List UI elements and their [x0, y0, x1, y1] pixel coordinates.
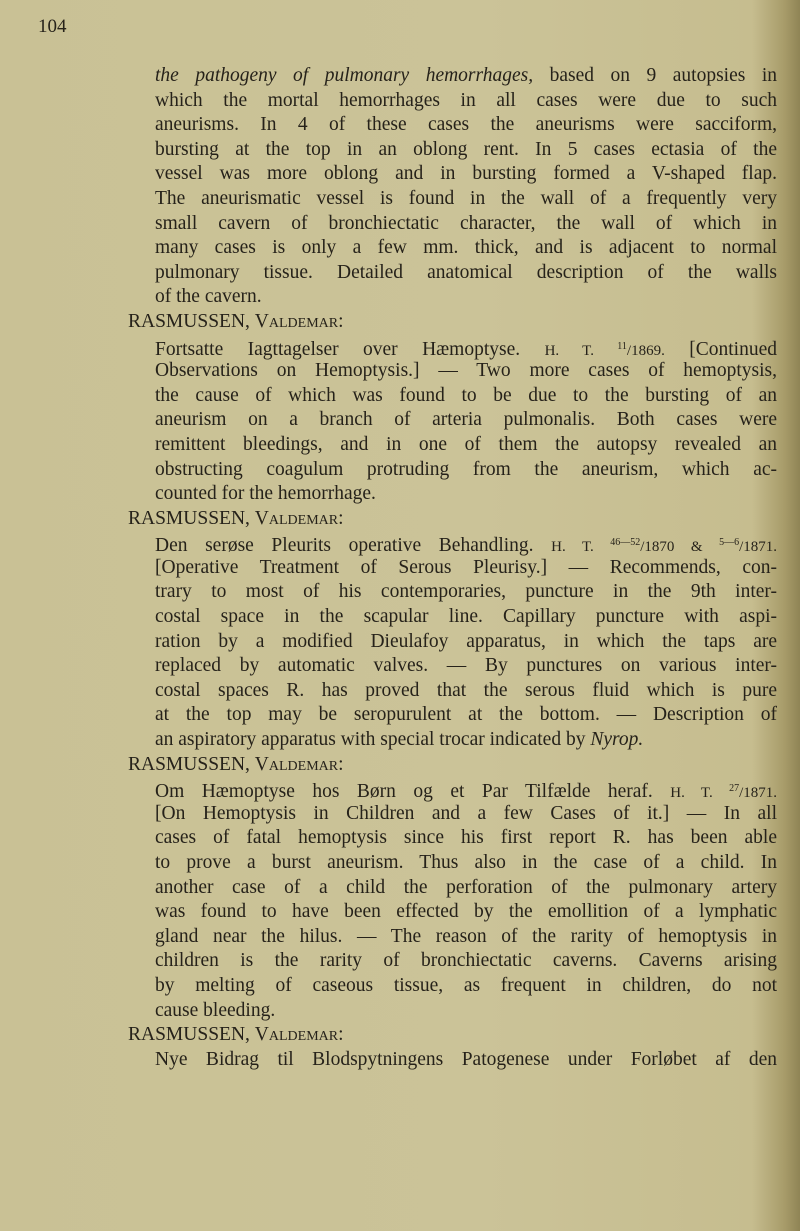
text-span: based on 9 autopsies in: [533, 65, 777, 86]
text-span: /1870 &: [640, 539, 720, 556]
entry-author-heading: [128, 1023, 800, 1048]
text-span: H. T.: [670, 785, 730, 802]
text-line: [155, 384, 777, 409]
text-span: replaced by automatic valves. — By punctures on various inter-: [155, 655, 777, 677]
text-span: [On Hemoptysis in Children and a few Cases of it.] — In all: [155, 802, 777, 824]
text-line: [155, 974, 777, 999]
text-span: the pathogeny of pulmonary hemorrhages,: [155, 65, 534, 86]
page-text: [0, 64, 800, 1072]
text-span: vessel was more oblong and in bursting formed a V-shaped flap.: [155, 163, 777, 185]
text-line: [155, 826, 777, 851]
text-span: of the cavern.: [155, 286, 262, 308]
text-line: [155, 113, 777, 138]
text-line: [155, 433, 777, 458]
text-line: [155, 802, 777, 827]
text-span: bursting at the top in an oblong rent. In 5 cases ectasia of the: [155, 138, 777, 160]
text-span: [Continued: [664, 338, 777, 360]
text-span: [Operative Treatment of Serous Pleurisy.] — Recommends, con-: [155, 556, 777, 578]
text-span: costal space in the scapular line. Capillary puncture with aspi-: [155, 606, 777, 628]
text-span: many cases is only a few mm. thick, and is adjacent to normal: [155, 237, 777, 259]
text-span: at the top may be seropurulent at the bottom. — Description of: [155, 704, 777, 726]
text-span: was found to have been effected by the emollition of a lymphatic: [155, 901, 777, 923]
superscript-issue: 5—6: [719, 537, 740, 549]
text-line: [155, 949, 777, 974]
entry-paragraph: [0, 64, 800, 310]
text-line: [155, 876, 777, 901]
superscript-issue: 27: [729, 783, 740, 795]
text-line: [155, 359, 777, 384]
author-surname: RASMUSSEN,: [128, 1024, 255, 1046]
author-surname: RASMUSSEN,: [128, 507, 255, 529]
text-line: [155, 89, 777, 114]
text-span: H. T.: [551, 539, 611, 556]
entry-author-heading: [128, 310, 800, 335]
text-line: [155, 458, 777, 483]
text-line: [155, 482, 777, 507]
text-line: [155, 236, 777, 261]
superscript-issue: 46—52: [610, 537, 641, 549]
text-line: [155, 703, 777, 728]
text-span: another case of a child the perforation of the pulmonary artery: [155, 876, 777, 898]
author-first-name: Valdemar:: [254, 507, 344, 529]
text-span: Observations on Hemoptysis.] — Two more cases of hemoptysis,: [155, 360, 777, 382]
text-line: [155, 138, 777, 163]
text-span: aneurisms. In 4 of these cases the aneurisms were sacciform,: [155, 114, 777, 136]
text-line: [155, 851, 777, 876]
text-span: to prove a burst aneurism. Thus also in the case of a child. In: [155, 852, 777, 873]
text-line: [155, 679, 777, 704]
text-span: costal spaces R. has proved that the serous fluid which is pure: [155, 679, 777, 701]
text-span: /1871.: [739, 539, 777, 556]
text-line: [155, 212, 777, 237]
text-span: /1871.: [739, 785, 777, 802]
text-span: /1869.: [626, 342, 665, 359]
text-line: [155, 285, 777, 310]
text-line: [155, 777, 777, 802]
text-span: ration by a modified Dieulafoy apparatus, in which the taps are: [155, 630, 777, 652]
text-line: [155, 654, 777, 679]
text-span: The aneurismatic vessel is found in the wall of a frequently very: [155, 187, 777, 209]
text-span: gland near the hilus. — The reason of the rarity of hemoptysis in: [155, 925, 777, 947]
superscript-issue: 11: [617, 340, 627, 352]
text-line: [155, 925, 777, 950]
text-line: [155, 162, 777, 187]
text-span: the cause of which was found to be due to the bursting of an: [155, 384, 777, 406]
entry-paragraph: [0, 531, 800, 752]
author-surname: RASMUSSEN,: [128, 310, 255, 332]
entry-paragraph: [0, 1048, 800, 1073]
entry-paragraph: [0, 777, 800, 1023]
text-span: cases of fatal hemoptysis since his first report R. has been able: [155, 827, 777, 849]
text-span: aneurism on a branch of arteria pulmonalis. Both cases were: [155, 409, 777, 431]
text-span: Fortsatte Iagttagelser over Hæmoptyse.: [155, 338, 545, 360]
text-line: [155, 1048, 777, 1073]
entry-paragraph: [0, 335, 800, 507]
entry-author-heading: [128, 753, 800, 778]
text-span: Den serøse Pleurits operative Behandling.: [155, 535, 552, 557]
text-line: [155, 531, 777, 556]
text-line: [155, 900, 777, 925]
text-span: counted for the hemorrhage.: [155, 483, 376, 505]
text-line: [155, 605, 777, 630]
text-line: [155, 728, 777, 753]
text-span: pulmonary tissue. Detailed anatomical description of the walls: [155, 261, 777, 283]
text-span: small cavern of bronchiectatic character, the wall of which in: [155, 212, 777, 234]
text-line: [155, 630, 777, 655]
text-span: children is the rarity of bronchiectatic caverns. Caverns arising: [155, 950, 777, 972]
text-span: cause bleeding.: [155, 999, 276, 1021]
text-span: remittent bleedings, and in one of them the autopsy revealed an: [155, 433, 777, 455]
author-surname: RASMUSSEN,: [128, 753, 255, 775]
text-line: [155, 999, 777, 1024]
text-line: [155, 64, 777, 89]
text-span: obstructing coagulum protruding from the aneurism, which ac-: [155, 458, 777, 480]
text-line: [155, 580, 777, 605]
text-span: Om Hæmoptyse hos Børn og et Par Tilfælde heraf.: [155, 781, 671, 803]
entry-author-heading: [128, 507, 800, 532]
author-first-name: Valdemar:: [254, 1024, 344, 1046]
text-span: Nye Bidrag til Blodspytningens Patogenese under Forløbet af den: [155, 1048, 777, 1070]
text-line: [155, 187, 777, 212]
text-line: [155, 556, 777, 581]
author-first-name: Valdemar:: [254, 310, 344, 332]
text-line: [155, 408, 777, 433]
text-span: H. T.: [544, 342, 618, 359]
author-first-name: Valdemar:: [254, 753, 344, 775]
text-line: [155, 261, 777, 286]
text-span: trary to most of his contemporaries, puncture in the 9th inter-: [155, 581, 777, 603]
text-span: Nyrop.: [590, 729, 644, 751]
text-span: by melting of caseous tissue, as frequent in children, do not: [155, 974, 777, 996]
text-span: an aspiratory apparatus with special trocar indicated by: [155, 729, 591, 751]
text-line: [155, 335, 777, 360]
text-span: which the mortal hemorrhages in all cases were due to such: [155, 89, 777, 111]
page-number: 104: [38, 16, 67, 37]
